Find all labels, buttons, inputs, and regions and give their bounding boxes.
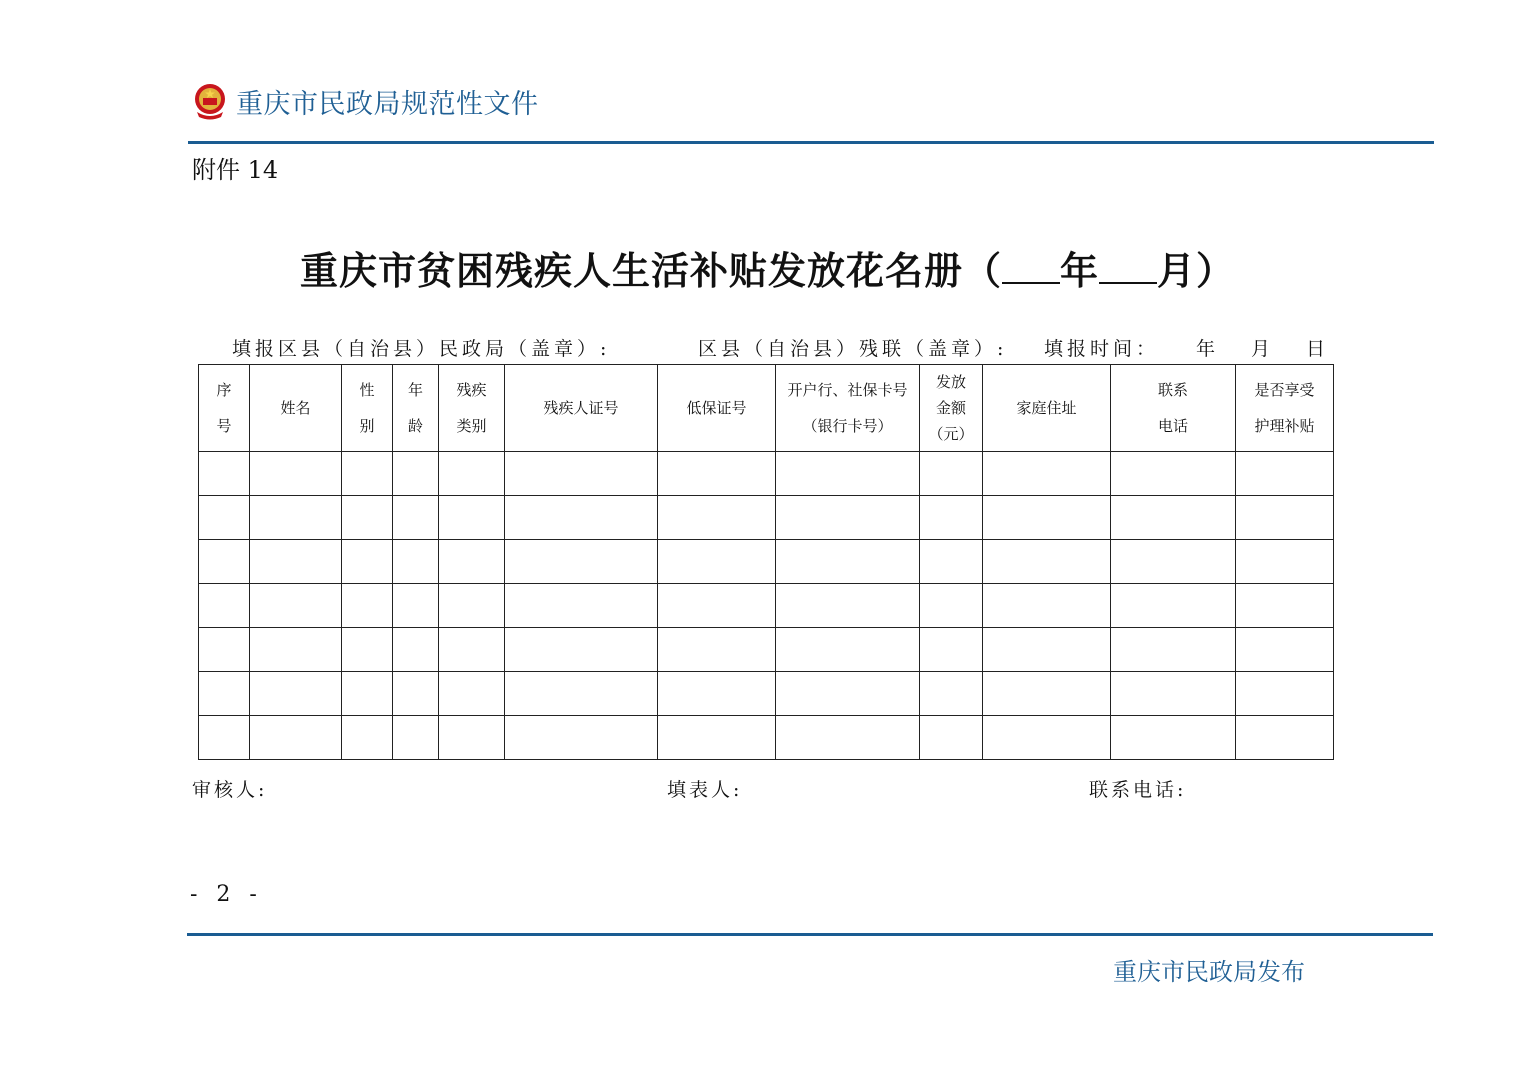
attachment-number: 14 bbox=[247, 156, 279, 184]
table-cell[interactable] bbox=[439, 452, 505, 496]
table-row bbox=[199, 540, 1334, 584]
table-row bbox=[199, 584, 1334, 628]
table-cell[interactable] bbox=[920, 584, 983, 628]
fill-time-day: 日 bbox=[1306, 338, 1330, 360]
column-header-line: 家庭住址 bbox=[1016, 399, 1077, 417]
table-cell[interactable] bbox=[505, 584, 658, 628]
table-cell[interactable] bbox=[199, 716, 250, 760]
table-cell[interactable] bbox=[393, 716, 439, 760]
national-emblem-icon bbox=[192, 82, 228, 120]
table-cell[interactable] bbox=[199, 540, 250, 584]
table-cell[interactable] bbox=[199, 496, 250, 540]
column-header-line: 是否享受 bbox=[1254, 381, 1315, 399]
column-header-line: 电话 bbox=[1157, 417, 1188, 435]
column-header bbox=[393, 365, 439, 452]
column-header-line: 年 bbox=[407, 381, 423, 399]
title-suffix: ） bbox=[1196, 248, 1236, 293]
table-cell[interactable] bbox=[393, 540, 439, 584]
table-cell[interactable] bbox=[342, 496, 393, 540]
table-cell[interactable] bbox=[1236, 716, 1334, 760]
table-cell[interactable] bbox=[658, 584, 776, 628]
table-cell[interactable] bbox=[1111, 628, 1236, 672]
table-cell[interactable] bbox=[1111, 540, 1236, 584]
table-cell[interactable] bbox=[1236, 540, 1334, 584]
publisher-label: 重庆市民政局发布 bbox=[1113, 958, 1305, 986]
table-cell[interactable] bbox=[342, 672, 393, 716]
table-cell[interactable] bbox=[439, 584, 505, 628]
column-header-line: 类别 bbox=[456, 417, 487, 435]
column-header-line: 发放 bbox=[935, 373, 966, 391]
table-cell[interactable] bbox=[1111, 672, 1236, 716]
table-cell[interactable] bbox=[658, 628, 776, 672]
table-cell[interactable] bbox=[393, 672, 439, 716]
table-cell[interactable] bbox=[1236, 628, 1334, 672]
table-cell[interactable] bbox=[776, 540, 920, 584]
fill-time-label: 填报时间： bbox=[1044, 338, 1160, 360]
table-cell[interactable] bbox=[1111, 452, 1236, 496]
table-cell[interactable] bbox=[505, 672, 658, 716]
column-header bbox=[250, 365, 342, 452]
attachment-label bbox=[192, 150, 278, 185]
page-number: - 2 - bbox=[190, 882, 263, 907]
column-header-line: 龄 bbox=[407, 417, 423, 435]
roster-table bbox=[198, 364, 1334, 760]
table-cell[interactable] bbox=[1111, 584, 1236, 628]
table-cell[interactable] bbox=[250, 672, 342, 716]
table-cell[interactable] bbox=[983, 452, 1111, 496]
table-cell[interactable] bbox=[658, 716, 776, 760]
table-cell[interactable] bbox=[658, 540, 776, 584]
table-cell[interactable] bbox=[250, 452, 342, 496]
table-header-row bbox=[199, 365, 1334, 452]
bureau-seal-label: 填报区县（自治县）民政局（盖章）: bbox=[232, 338, 611, 360]
table-cell[interactable] bbox=[439, 628, 505, 672]
table-cell[interactable] bbox=[920, 540, 983, 584]
column-header-line: （元） bbox=[928, 425, 974, 443]
table-row bbox=[199, 452, 1334, 496]
table-row bbox=[199, 672, 1334, 716]
column-header-line: 开户行、社保卡号 bbox=[787, 381, 908, 399]
table-cell[interactable] bbox=[439, 540, 505, 584]
column-header-line: 性 bbox=[359, 381, 375, 399]
table-cell[interactable] bbox=[250, 628, 342, 672]
table-cell[interactable] bbox=[1111, 716, 1236, 760]
table-cell[interactable] bbox=[658, 672, 776, 716]
top-divider bbox=[188, 141, 1434, 144]
column-header-line: 序 bbox=[216, 381, 232, 399]
table-cell[interactable] bbox=[439, 496, 505, 540]
table-cell[interactable] bbox=[505, 452, 658, 496]
table-cell[interactable] bbox=[776, 716, 920, 760]
table-cell[interactable] bbox=[342, 716, 393, 760]
table-cell[interactable] bbox=[505, 496, 658, 540]
column-header-line: 联系 bbox=[1157, 381, 1188, 399]
column-header-line: 姓名 bbox=[280, 399, 311, 417]
table-cell[interactable] bbox=[342, 540, 393, 584]
table-cell[interactable] bbox=[393, 496, 439, 540]
table-body bbox=[199, 452, 1334, 760]
table-cell[interactable] bbox=[505, 716, 658, 760]
table-cell[interactable] bbox=[393, 584, 439, 628]
table-cell[interactable] bbox=[505, 628, 658, 672]
attachment-text: 附件 bbox=[192, 156, 240, 184]
title-prefix: 重庆市贫困残疾人生活补贴发放花名册（ bbox=[300, 248, 1003, 293]
year-blank bbox=[1002, 250, 1060, 284]
table-cell[interactable] bbox=[920, 628, 983, 672]
table-cell[interactable] bbox=[983, 584, 1111, 628]
table-cell[interactable] bbox=[658, 496, 776, 540]
table-cell[interactable] bbox=[250, 584, 342, 628]
column-header-line: 低保证号 bbox=[686, 399, 747, 417]
header-title: 重庆市民政局规范性文件 bbox=[236, 88, 539, 120]
column-header bbox=[658, 365, 776, 452]
table-cell[interactable] bbox=[1236, 452, 1334, 496]
table-cell[interactable] bbox=[1111, 496, 1236, 540]
table-cell[interactable] bbox=[250, 496, 342, 540]
column-header bbox=[983, 365, 1111, 452]
fill-time-month: 月 bbox=[1251, 338, 1275, 360]
column-header bbox=[1111, 365, 1236, 452]
title-year: 年 bbox=[1060, 248, 1100, 293]
table-cell[interactable] bbox=[983, 672, 1111, 716]
reviewer-label: 审核人: bbox=[192, 779, 268, 801]
document-title bbox=[300, 240, 1235, 295]
table-cell[interactable] bbox=[439, 672, 505, 716]
table-cell[interactable] bbox=[342, 628, 393, 672]
title-month: 月 bbox=[1157, 248, 1197, 293]
table-cell[interactable] bbox=[393, 452, 439, 496]
table-cell[interactable] bbox=[393, 628, 439, 672]
month-blank bbox=[1099, 250, 1157, 284]
table-row bbox=[199, 496, 1334, 540]
table-cell[interactable] bbox=[199, 452, 250, 496]
column-header-line: 别 bbox=[359, 417, 375, 435]
table-cell[interactable] bbox=[1236, 584, 1334, 628]
table-cell[interactable] bbox=[505, 540, 658, 584]
document-header bbox=[192, 80, 539, 122]
column-header bbox=[1236, 365, 1334, 452]
bottom-divider bbox=[187, 933, 1433, 936]
table-cell[interactable] bbox=[776, 584, 920, 628]
column-header bbox=[776, 365, 920, 452]
table-cell[interactable] bbox=[920, 672, 983, 716]
column-header-line: （银行卡号） bbox=[802, 417, 893, 435]
table-cell[interactable] bbox=[776, 496, 920, 540]
table-cell[interactable] bbox=[983, 496, 1111, 540]
column-header bbox=[505, 365, 658, 452]
table-cell[interactable] bbox=[342, 452, 393, 496]
table-cell[interactable] bbox=[776, 672, 920, 716]
table-cell[interactable] bbox=[250, 716, 342, 760]
column-header bbox=[439, 365, 505, 452]
fill-time-year: 年 bbox=[1196, 338, 1220, 360]
table-cell[interactable] bbox=[920, 452, 983, 496]
column-header-line: 金额 bbox=[935, 399, 966, 417]
filler-label: 填表人: bbox=[667, 779, 743, 801]
column-header bbox=[199, 365, 250, 452]
table-cell[interactable] bbox=[250, 540, 342, 584]
table-cell[interactable] bbox=[199, 672, 250, 716]
contact-phone-label: 联系电话: bbox=[1089, 779, 1187, 801]
column-header-line: 残疾人证号 bbox=[543, 399, 619, 417]
table-cell[interactable] bbox=[983, 716, 1111, 760]
column-header-line: 护理补贴 bbox=[1254, 417, 1315, 435]
table-cell[interactable] bbox=[439, 716, 505, 760]
table-cell[interactable] bbox=[1236, 672, 1334, 716]
table-cell[interactable] bbox=[983, 540, 1111, 584]
table-cell[interactable] bbox=[920, 716, 983, 760]
column-header bbox=[342, 365, 393, 452]
column-header-line: 残疾 bbox=[456, 381, 487, 399]
column-header bbox=[920, 365, 983, 452]
table-cell[interactable] bbox=[342, 584, 393, 628]
table-cell[interactable] bbox=[983, 628, 1111, 672]
table-row bbox=[199, 716, 1334, 760]
table-cell[interactable] bbox=[1236, 496, 1334, 540]
table-cell[interactable] bbox=[776, 628, 920, 672]
table-row bbox=[199, 628, 1334, 672]
table-cell[interactable] bbox=[199, 584, 250, 628]
table-cell[interactable] bbox=[658, 452, 776, 496]
federation-seal-label: 区县（自治县）残联（盖章）: bbox=[698, 338, 1008, 360]
table-cell[interactable] bbox=[199, 628, 250, 672]
column-header-line: 号 bbox=[216, 417, 232, 435]
table-cell[interactable] bbox=[920, 496, 983, 540]
table-cell[interactable] bbox=[776, 452, 920, 496]
